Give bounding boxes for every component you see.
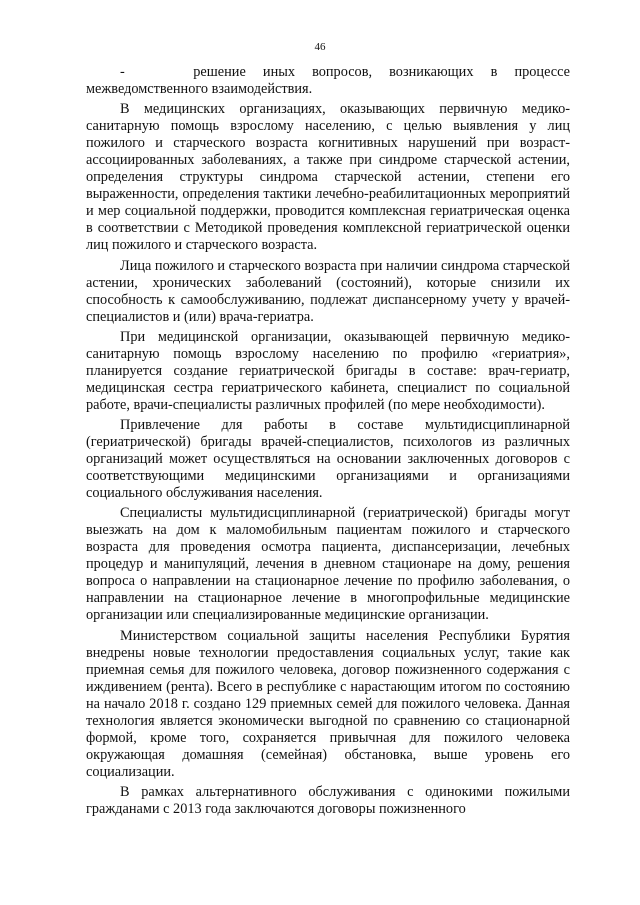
paragraph-interagency: - решение иных вопросов, возникающих в процессе межведомственного взаимодействия.	[86, 64, 570, 98]
paragraph-geriatric-assessment: В медицинских организациях, оказывающих первичную медико-санитарную помощь взрослому населению, с целью выявления у лиц пожилого и старческого возраста когнитивных нарушений при возраст-ассоциированных заболеваниях, а также при синдроме старческой астении, определения структуры синдрома старческой астении, степени его выраженности, определения тактики лечебно-реабилитационных мероприятий и мер социальной поддержки, проводится комплексная гериатрическая оценка в соответствии с Методикой проведения комплексной гериатрической оценки лиц пожилого и старческого возраста.	[86, 101, 570, 254]
page-number: 46	[314, 41, 326, 53]
paragraph-home-visits: Специалисты мультидисциплинарной (гериатрической) бригады могут выезжать на дом к маломобильным пациентам пожилого и старческого возраста для проведения осмотра пациента, диспансеризации, лечебных процедур и манипуляций, лечения в дневном стационаре на дому, решения вопроса о направлении на стационарное лечение по профилю заболевания, о направлении на стационарное лечение в многопрофильные медицинские организации или специализированные медицинские организации.	[86, 505, 570, 624]
paragraph-social-ministry: Министерством социальной защиты населения Республики Бурятия внедрены новые технологии предоставления социальных услуг, такие как приемная семья для пожилого человека, договор пожизненного содержания с иждивением (рента). Всего в республике с нарастающим итогом по состоянию на начало 2018 г. создано 129 приемных семей для пожилого человека. Данная технология является экономически выгодной по сравнению со стационарной формой, кроме того, сохраняется привычная для пожилого человека окружающая домашняя (семейная) обстановка, выше уровень его социализации.	[86, 627, 570, 780]
paragraph-geriatric-team: При медицинской организации, оказывающей первичную медико-санитарную помощь взрослому населению по профилю «гериатрия», планируется создание гериатрической бригады в составе: врач-гериатр, медицинская сестра гериатрического кабинета, специалист по социальной работе, врачи-специалисты различных профилей (по мере необходимости).	[86, 328, 570, 413]
document-body	[86, 64, 570, 821]
paragraph-dispensary-registration: Лица пожилого и старческого возраста при наличии синдрома старческой астении, хронических заболеваний (состояний), которые снизили их способность к самообслуживанию, подлежат диспансерному учету у врачей-специалистов и (или) врача-гериатра.	[86, 257, 570, 325]
paragraph-alternative-care: В рамках альтернативного обслуживания с одинокими пожилыми гражданами с 2013 года заключаются договоры пожизненного	[86, 783, 570, 817]
paragraph-team-involvement: Привлечение для работы в составе мультидисциплинарной (гериатрической) бригады врачей-специалистов, психологов из различных организаций может осуществляться на основании заключенных договоров с соответствующими медицинскими организациями и организациями социального обслуживания населения.	[86, 416, 570, 502]
